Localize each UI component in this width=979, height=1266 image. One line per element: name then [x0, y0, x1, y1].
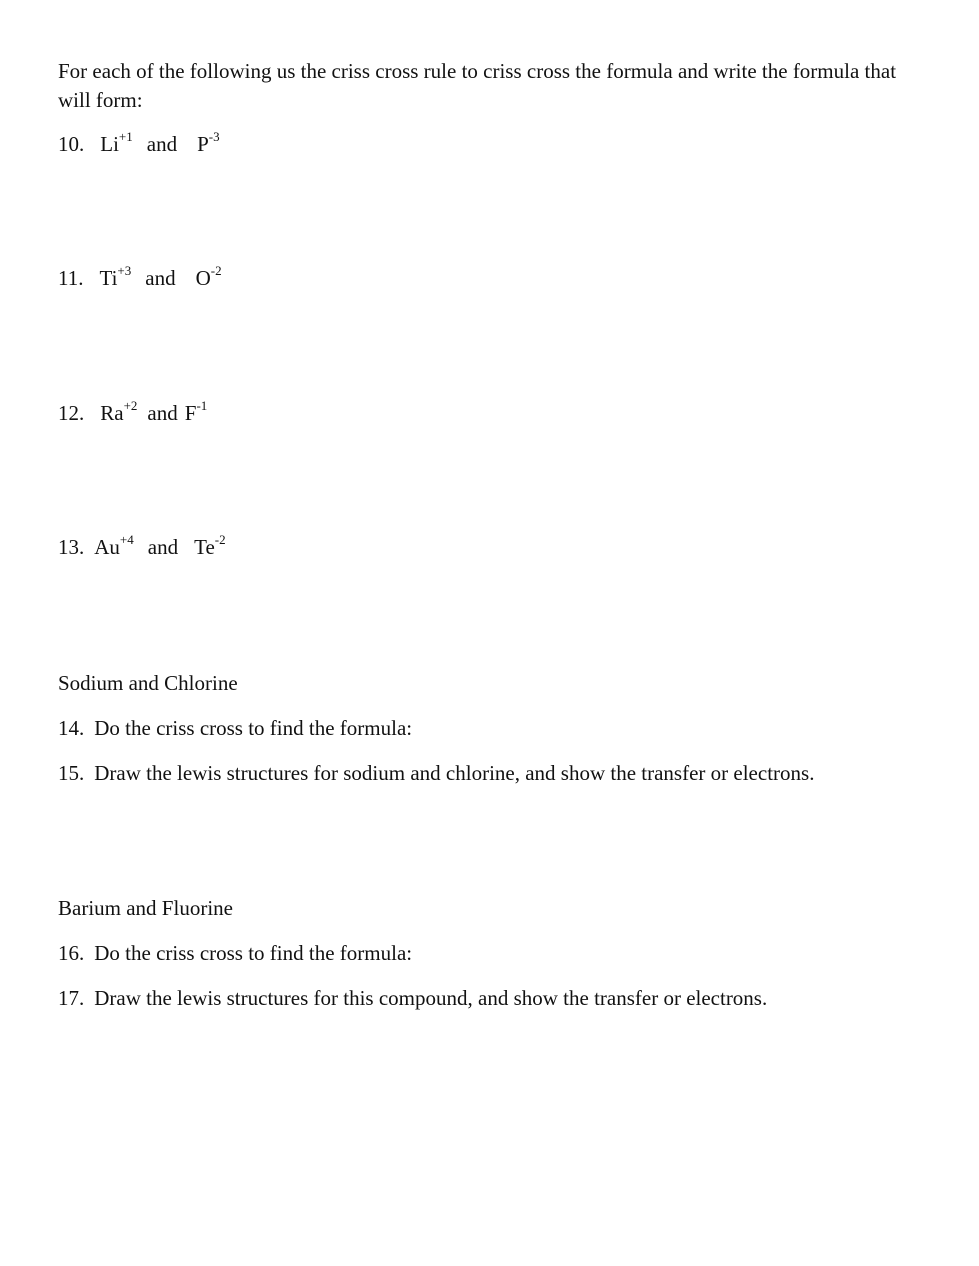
problem-number: 11.	[58, 266, 84, 290]
question-15	[58, 759, 814, 788]
cation-charge: +1	[118, 129, 133, 144]
and-joiner: and	[147, 535, 179, 559]
cation-charge: +2	[123, 398, 138, 413]
and-joiner: and	[147, 401, 178, 425]
question-number: 16.	[58, 941, 85, 965]
question-number: 14.	[58, 716, 85, 740]
anion-charge: -1	[196, 398, 208, 413]
and-joiner: and	[145, 266, 176, 290]
problem-number: 12.	[58, 401, 85, 425]
section-heading-sodium-chlorine: Sodium and Chlorine	[58, 671, 238, 695]
cation-symbol: Ra	[100, 401, 124, 425]
instructions-paragraph: For each of the following us the criss cross rule to criss cross the formula and write the formula that will form:	[58, 59, 897, 112]
question-number: 17.	[58, 986, 85, 1010]
problem-number: 13.	[58, 535, 85, 559]
anion-symbol: Te	[194, 535, 215, 559]
anion-symbol: O	[195, 266, 211, 290]
anion-charge: -2	[214, 532, 226, 547]
anion-symbol: P	[197, 132, 209, 156]
section-heading-barium-fluorine: Barium and Fluorine	[58, 896, 233, 920]
question-number: 15.	[58, 761, 85, 785]
question-text: Draw the lewis structures for this compound, and show the transfer or electrons.	[94, 986, 768, 1010]
cation-charge: +4	[119, 532, 134, 547]
cation-symbol: Ti	[99, 266, 118, 290]
anion-charge: -2	[210, 263, 222, 278]
cation-symbol: Au	[94, 535, 120, 559]
anion-charge: -3	[208, 129, 220, 144]
problem-number: 10.	[58, 132, 85, 156]
ion-problem-10	[58, 130, 220, 159]
ion-problem-12	[58, 399, 207, 428]
anion-symbol: F	[184, 401, 197, 425]
question-16	[58, 939, 412, 968]
and-joiner: and	[146, 132, 178, 156]
ion-problem-13	[58, 533, 226, 562]
cation-charge: +3	[117, 263, 132, 278]
question-14	[58, 714, 412, 743]
question-text: Do the criss cross to find the formula:	[94, 941, 413, 965]
question-text: Do the criss cross to find the formula:	[94, 716, 413, 740]
question-text: Draw the lewis structures for sodium and chlorine, and show the transfer or electrons.	[94, 761, 815, 785]
cation-symbol: Li	[100, 132, 119, 156]
ion-problem-11	[58, 264, 222, 293]
question-17	[58, 984, 767, 1013]
